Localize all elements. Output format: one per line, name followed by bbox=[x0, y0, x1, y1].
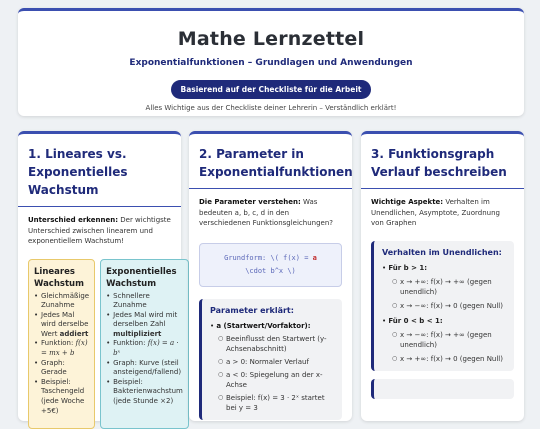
list-item: • Graph: Gerade bbox=[34, 359, 89, 378]
list-item: • Beispiel: Bakterienwachstum (jede Stunde ×2) bbox=[106, 378, 183, 407]
page-subtitle: Exponentialfunktionen – Grundlagen und Anwendungen bbox=[129, 58, 413, 68]
exponential-growth-box bbox=[100, 259, 189, 429]
linear-heading: Lineares Wachstum bbox=[34, 266, 84, 289]
intro-bold: Unterschied erkennen: bbox=[28, 216, 119, 224]
list-item: ○ x → −∞: f(x) → +∞ (gegen unendlich) bbox=[392, 330, 506, 350]
parameter-explanation-box bbox=[199, 299, 342, 420]
comparison-columns bbox=[18, 259, 181, 429]
param-a-label: • a (Startwert/Vorfaktor): bbox=[210, 321, 311, 330]
linear-formula: f(x) = mx + b bbox=[41, 339, 88, 358]
list-item: ○ x → −∞: f(x) → 0 (gegen Null) bbox=[392, 301, 506, 311]
infinity-behaviour-box bbox=[371, 241, 514, 371]
list-item: ○ a > 0: Normaler Verlauf bbox=[218, 357, 334, 367]
list-item: • Jedes Mal wird derselbe Wert addiert bbox=[34, 311, 89, 340]
list-item: • Graph: Kurve (steil ansteigend/fallend) bbox=[106, 359, 183, 378]
exponential-heading: Exponentielles Wachstum bbox=[106, 266, 177, 289]
list-item: • Schnellere Zunahme bbox=[106, 292, 183, 311]
linear-growth-box bbox=[28, 259, 95, 429]
case-label: • Für b > 1: bbox=[382, 263, 428, 272]
formula-code-block bbox=[199, 243, 342, 287]
card-parameters bbox=[189, 131, 352, 421]
list-item: • Funktion: f(x) = mx + b bbox=[34, 339, 89, 358]
header-note: Alles Wichtige aus der Checkliste deiner Lehrerin – Verständlich erklärt! bbox=[145, 104, 397, 112]
exponential-formula: f(x) = a · bˣ bbox=[113, 339, 179, 358]
list-item: ○ Beeinflusst den Startwert (y-Achsenabschnitt) bbox=[218, 334, 334, 354]
intro-bold: Wichtige Aspekte: bbox=[371, 198, 444, 206]
list-item: ○ a < 0: Spiegelung an der x-Achse bbox=[218, 370, 334, 390]
box-title: Parameter erklärt: bbox=[210, 305, 294, 315]
card-intro bbox=[18, 207, 181, 247]
card-intro bbox=[189, 189, 352, 229]
intro-text: Verhalten im Unendlichen, Asymptote, Zuordnung von Graphen bbox=[371, 198, 500, 227]
list-item: ○ x → +∞: f(x) → 0 (gegen Null) bbox=[392, 354, 506, 364]
list-item: • Funktion: f(x) = a · bˣ bbox=[106, 339, 183, 358]
card-linear-vs-exponential bbox=[18, 131, 181, 421]
code-text: Grundform: \( f(x) = bbox=[224, 253, 313, 262]
header-card bbox=[18, 8, 524, 116]
card-title: 3. Funktionsgraph Verlauf beschreiben bbox=[361, 134, 524, 189]
checklist-badge: Basierend auf der Checkliste für die Arbeit bbox=[171, 80, 372, 99]
case-label: • Für 0 < b < 1: bbox=[382, 316, 443, 325]
intro-bold: Die Parameter verstehen: bbox=[199, 198, 301, 206]
box-title: Verhalten im Unendlichen: bbox=[382, 247, 502, 257]
intro-text: Was bedeuten a, b, c, d in den verschiedenen Funktionsgleichungen? bbox=[199, 198, 333, 227]
page-title: Mathe Lernzettel bbox=[177, 28, 365, 50]
card-intro bbox=[361, 189, 524, 229]
list-item: ○ x → +∞: f(x) → +∞ (gegen unendlich) bbox=[392, 277, 506, 297]
card-title: 1. Lineares vs. Exponentielles Wachstum bbox=[18, 134, 181, 207]
list-item: • Beispiel: Taschengeld (jede Woche +5€) bbox=[34, 378, 89, 416]
list-item: • Jedes Mal wird mit derselben Zahl multipliziert bbox=[106, 311, 183, 340]
card-graph-behaviour bbox=[361, 131, 524, 421]
list-item: ○ Beispiel: f(x) = 3 · 2ˣ startet bei y = 3 bbox=[218, 393, 334, 413]
next-section-box bbox=[371, 379, 514, 399]
code-highlight: a bbox=[312, 253, 317, 262]
intro-text: Der wichtigste Unterschied zwischen linearem und exponentiellem Wachstum! bbox=[28, 216, 171, 245]
code-text: \cdot b^x \) bbox=[245, 266, 296, 275]
list-item: • Gleichmäßige Zunahme bbox=[34, 292, 89, 311]
card-title: 2. Parameter in Exponentialfunktionen bbox=[189, 134, 352, 189]
